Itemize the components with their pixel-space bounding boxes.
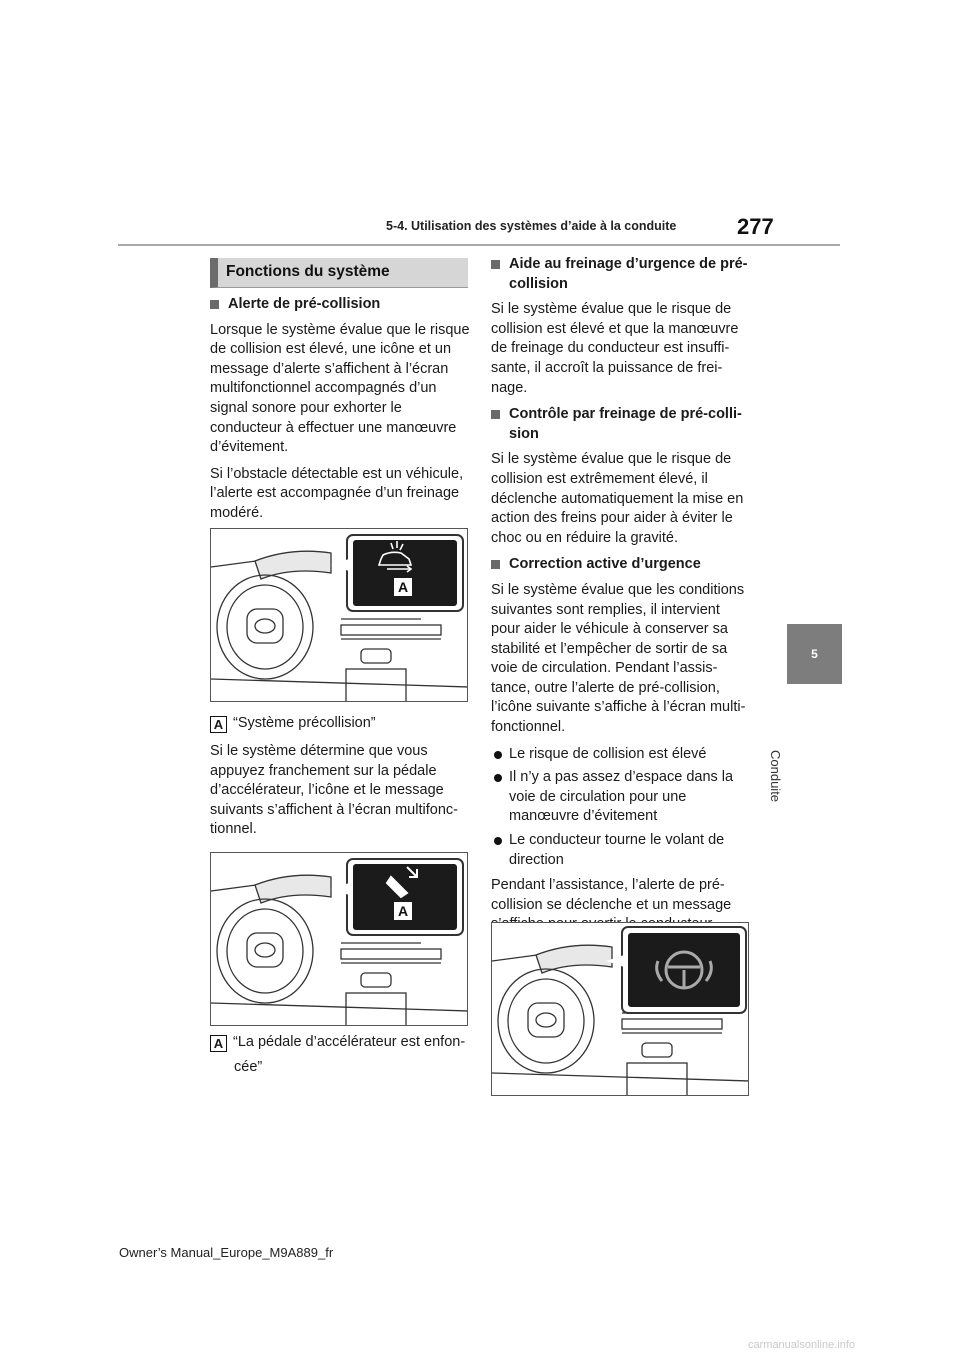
caption-1	[210, 714, 472, 734]
left-column-text	[210, 295, 472, 531]
svg-text:A: A	[397, 579, 409, 595]
list-item: Le risque de collision est élevé	[491, 745, 749, 765]
subheading-pre-collision-braking: Contrôle par freinage de pré-colli-sion	[491, 405, 749, 444]
callout-a: A	[210, 1035, 227, 1052]
watermark: carmanualsonline.info	[748, 1339, 856, 1351]
section-header: 5-4. Utilisation des systèmes d’aide à la conduite	[386, 219, 677, 233]
caption-2-cont: cée”	[234, 1059, 263, 1075]
chapter-label	[768, 700, 811, 803]
caption-2-text: “La pédale d’accélérateur est enfon-	[233, 1034, 466, 1050]
chapter-tab: 5	[787, 624, 842, 684]
dashboard-figure-1	[210, 528, 468, 702]
paragraph: Si l’obstacle détectable est un véhicule, l’alerte est accompagnée d’un freinage modéré.	[210, 465, 464, 521]
callout-a: A	[210, 716, 227, 733]
paragraph: Si le système évalue que le risque de collision est extrêmement élevé, il déclenche automatiquement la mise en action des freins pour aider à éviter le choc ou en réduire la gravité.	[491, 451, 744, 546]
chapter-label-text: Conduite	[768, 750, 783, 803]
dashboard-figure-3	[491, 922, 749, 1096]
dashboard-figure-2	[210, 852, 468, 1026]
page-number: 277	[737, 214, 774, 239]
left-column-text-2	[210, 742, 472, 847]
footer: Owner’s Manual_Europe_M9A889_fr	[119, 1245, 334, 1260]
right-column-text	[491, 255, 749, 942]
section-heading: Fonctions du système	[210, 258, 468, 288]
paragraph: Si le système évalue que les conditions suivantes sont remplies, il intervient pour aider le véhicule à conserver sa stabilité et l’empêcher de sortir de sa voie de circulation. Pendant l’assis-tance, outre l’alerte de pré-collision, l’icône suivante s’affiche à l’écran multi-fonctionnel.	[491, 581, 746, 736]
list-item: Il n’y a pas assez d’espace dans la voie de circulation pour une manœuvre d’évitement	[491, 768, 749, 827]
paragraph: Lorsque le système évalue que le risque de collision est élevé, une icône et un message d’alerte s’affichent à l’écran multifonctionnel accompagnés d’un signal sonore pour exhorter le conducteur à effectuer une manœuvre d’évitement.	[210, 321, 470, 456]
paragraph: Si le système détermine que vous appuyez franchement sur la pédale d’accélérateur, l’icône et le message suivants s’affichent à l’écran multifonc-tionnel.	[210, 743, 458, 838]
list-item: Le conducteur tourne le volant de direction	[491, 831, 749, 870]
caption-2	[210, 1033, 472, 1053]
paragraph: Pendant l’assistance, l’alerte de pré-collision se déclenche et un message	[491, 877, 732, 913]
subheading-pre-collision-alert: Alerte de pré-collision	[210, 295, 472, 315]
svg-text:A: A	[397, 903, 409, 919]
subheading-brake-assist: Aide au freinage d’urgence de pré-collision	[491, 255, 749, 294]
subheading-emergency-steering: Correction active d’urgence	[491, 555, 749, 575]
header-divider	[118, 244, 840, 246]
caption-1-text: “Système précollision”	[233, 715, 376, 731]
paragraph: Si le système évalue que le risque de collision est élevé et que la manœuvre de freinage du conducteur est insuffi-sante, il accroît la puissance de frei-nage.	[491, 301, 739, 396]
